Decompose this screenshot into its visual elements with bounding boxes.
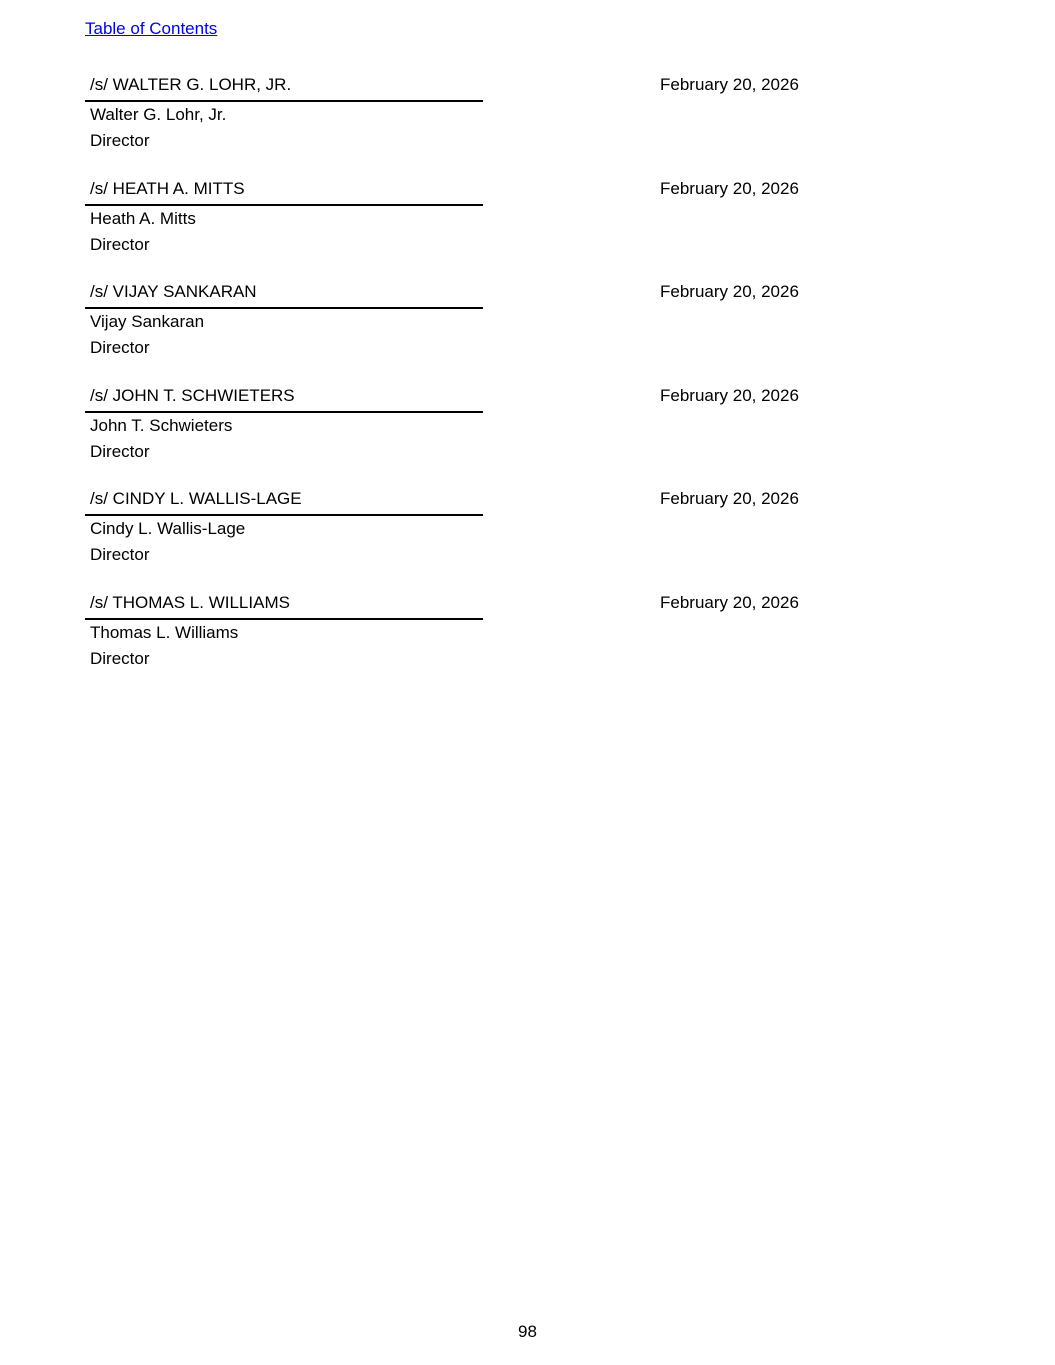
signature-block-sankaran bbox=[85, 281, 805, 361]
signer-title: Director bbox=[90, 131, 150, 150]
signature-line bbox=[85, 592, 799, 620]
signature-line bbox=[85, 74, 799, 102]
signature-text: /s/ WALTER G. LOHR, JR. bbox=[90, 75, 292, 94]
signature-block-williams bbox=[85, 592, 805, 672]
signer-name: Heath A. Mitts bbox=[90, 209, 196, 228]
signature-date: February 20, 2026 bbox=[660, 386, 799, 405]
signature-block-schwieters bbox=[85, 385, 805, 465]
signature-line bbox=[85, 178, 799, 206]
signature-block-lohr bbox=[85, 74, 805, 154]
signer-title: Director bbox=[90, 442, 150, 461]
signature-text: /s/ JOHN T. SCHWIETERS bbox=[90, 386, 295, 405]
signature-line bbox=[85, 385, 799, 413]
signature-date: February 20, 2026 bbox=[660, 593, 799, 612]
signature-text: /s/ HEATH A. MITTS bbox=[90, 179, 245, 198]
signer-title: Director bbox=[90, 338, 150, 357]
table-of-contents-link[interactable]: Table of Contents bbox=[85, 19, 218, 38]
signature-block-wallis-lage bbox=[85, 488, 805, 568]
signer-name: Walter G. Lohr, Jr. bbox=[90, 105, 227, 124]
signer-title: Director bbox=[90, 649, 150, 668]
signature-block-mitts bbox=[85, 178, 805, 258]
signature-text: /s/ CINDY L. WALLIS-LAGE bbox=[90, 489, 302, 508]
signer-name: John T. Schwieters bbox=[90, 416, 233, 435]
signature-line bbox=[85, 488, 799, 516]
signer-name: Cindy L. Wallis-Lage bbox=[90, 519, 246, 538]
signature-text: /s/ THOMAS L. WILLIAMS bbox=[90, 593, 290, 612]
signer-name: Vijay Sankaran bbox=[90, 312, 205, 331]
signature-date: February 20, 2026 bbox=[660, 489, 799, 508]
signature-date: February 20, 2026 bbox=[660, 179, 799, 198]
page-number: 98 bbox=[518, 1322, 537, 1341]
signer-title: Director bbox=[90, 545, 150, 564]
signature-text: /s/ VIJAY SANKARAN bbox=[90, 282, 257, 301]
signer-title: Director bbox=[90, 235, 150, 254]
signature-line bbox=[85, 281, 799, 309]
signer-name: Thomas L. Williams bbox=[90, 623, 239, 642]
signature-date: February 20, 2026 bbox=[660, 282, 799, 301]
signature-date: February 20, 2026 bbox=[660, 75, 799, 94]
